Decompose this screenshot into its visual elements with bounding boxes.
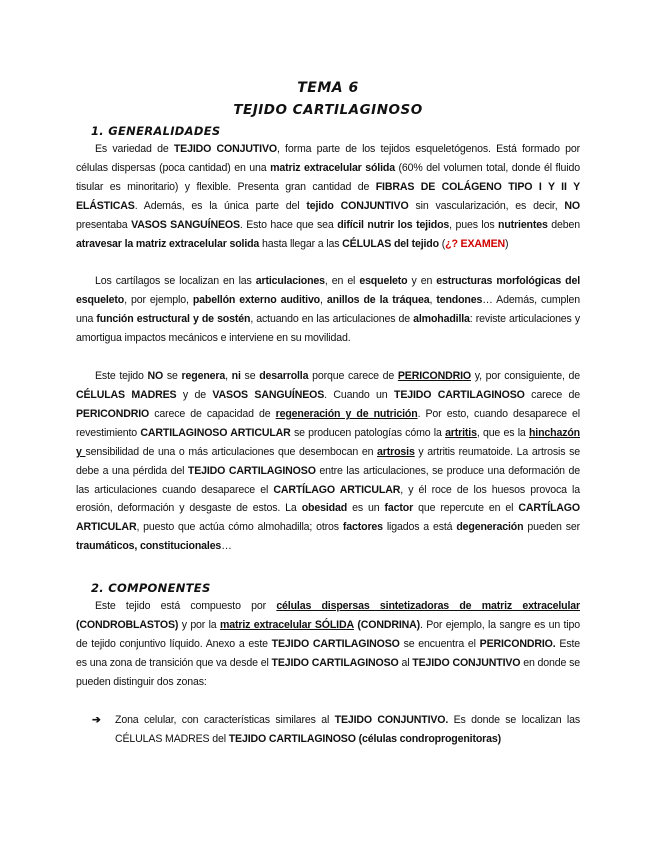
emphasized-text: TEJIDO CONJUNTIVO [412,656,521,669]
emphasized-text: tejido CONJUNTIVO [306,199,409,212]
text-run: y de [176,388,213,401]
emphasized-text: TEJIDO CARTILAGINOSO [394,388,525,401]
text-run: y artritis reumatoide. La artrosis se debe a una pérdida del [76,445,580,477]
emphasized-text: estructuras morfológicas del esqueleto [76,275,580,307]
emphasized-text: TEJIDO CARTILAGINOSO [187,464,316,477]
emphasized-text: difícil nutrir los tejidos [337,218,450,231]
emphasized-text: ni [231,370,241,383]
text-run: . Por esto, cuando desaparece el revestimiento [76,407,580,439]
emphasized-text: traumáticos, constitucionales [76,540,222,553]
emphasized-text: nutrientes [498,218,548,231]
emphasized-text: NO [564,199,580,212]
emphasized-text: factor [384,502,414,515]
text-run: . Además, es la única parte del [134,199,307,212]
text-run: entre las articulaciones, se produce una deformación de las articulaciones cuando desaparece el [76,464,581,496]
text-run: , [320,294,327,307]
emphasized-text: CÉLULAS del tejido [342,237,439,250]
emphasized-text: TEJIDO CONJUNTIVO. [334,713,449,726]
paragraph [76,367,580,556]
emphasized-text: VASOS SANGUÍNEOS [131,218,240,231]
emphasized-text: FIBRAS DE COLÁGENO TIPO I Y II Y ELÁSTICAS [76,180,580,212]
emphasized-text: articulaciones [255,275,325,288]
emphasized-text: artritis [445,426,477,439]
text-run: (60% del volumen total, donde él fluido tisular es minoritario) y flexible. Presenta gran cantidad de [76,161,580,193]
emphasized-text: PERICONDRIO [76,407,150,420]
emphasized-text: (células condroprogenitoras) [358,732,501,745]
text-run: Los cartílagos se localizan en las [95,275,256,288]
text-run: Este tejido está compuesto por [95,600,277,613]
section-heading: 2. COMPONENTES [91,581,211,596]
text-run: , y él roce de los huesos provoca la erosión, deformación y desgaste de estos. La [76,483,580,515]
text-run: al [398,656,413,669]
text-run: . Por ejemplo, la sangre es un tipo de tejido conjuntivo líquido. Anexo a este [76,619,580,650]
emphasized-text: almohadilla [413,313,470,326]
emphasized-text: matriz extracelular sólida [270,161,395,174]
text-run: Este tejido [95,370,148,383]
emphasized-text: NO [147,370,164,383]
emphasized-text: degeneración [456,521,524,534]
text-run: Este es una zona de transición que va desde el [76,637,580,669]
text-run: y, por consiguiente, de [470,370,580,383]
emphasized-text: TEJIDO CARTILAGINOSO [271,656,399,669]
section-componentes [76,581,580,748]
emphasized-text: desarrolla [259,370,309,383]
emphasized-text: CÉLULAS MADRES [76,388,177,401]
text-run: ) [504,237,509,250]
emphasized-text: TEJIDO CONJUTIVO [173,143,277,155]
emphasized-text: TEJIDO CARTILAGINOSO [228,732,356,745]
document-title: TEMA 6 [297,80,359,96]
text-run: se encuentra el [399,637,480,650]
section-heading: 1. GENERALIDADES [91,124,221,138]
emphasized-text: PERICONDRIO. [479,637,556,650]
text-run: : reviste articulaciones y amortigua impactos mecánicos e interviene en su movilidad. [76,313,580,345]
emphasized-text: (CONDROBLASTOS) [76,619,179,632]
document-page [76,76,580,748]
text-run: , [429,294,437,307]
text-run: porque carece de [308,370,398,383]
text-run: … Además, cumplen una [76,294,580,326]
emphasized-text: función estructural y de sostén [96,313,251,326]
right-arrow-icon: ➔ [92,713,101,726]
text-run: . Cuando un [324,388,394,401]
emphasized-text: (CONDRINA) [357,619,421,632]
emphasized-text: hinchazón y [76,426,580,458]
text-run: en donde se pueden distinguir dos zonas: [76,656,580,688]
text-run: que repercute en el [413,502,519,515]
emphasized-text: regenera [181,370,226,383]
emphasized-text: anillos de la tráquea [326,294,430,307]
text-run: carece de capacidad de [149,407,276,420]
emphasized-text: atravesar la matriz extracelular solida [76,237,260,250]
emphasized-text: matriz extracelular SÓLIDA [219,619,354,632]
emphasized-text: PERICONDRIO [397,370,471,383]
emphasized-text: factores [342,521,383,534]
emphasized-text: células dispersas sintetizadoras de matriz extracelular [276,600,581,613]
text-run: , forma parte de los tejidos esqueletógenos. Está formado por células dispersas (poca cantidad) en una [76,143,580,174]
emphasized-text: TEJIDO CARTILAGINOSO [271,637,400,650]
emphasized-text: ¿? EXAMEN [445,237,505,250]
text-run: , en el [324,275,360,288]
emphasized-text: pabellón externo auditivo [192,294,321,307]
emphasized-text: regeneración y de nutrición [275,407,418,420]
text-run: se producen patologías cómo la [290,426,446,439]
text-run: y por la [178,619,220,632]
section-generalidades [76,124,580,575]
emphasized-text: CARTILAGINOSO ARTICULAR [140,426,291,439]
text-run: carece de [524,388,581,401]
bullet-item [92,711,580,749]
text-run: deben [547,218,580,231]
text-run: Zona celular, con características similares al [115,713,335,726]
text-run: es un [347,502,385,515]
text-run: se [240,370,260,383]
text-run: se [163,370,182,383]
emphasized-text: esqueleto [359,275,408,288]
text-run: , [225,370,232,383]
emphasized-text: obesidad [301,502,348,515]
emphasized-text: CARTÍLAGO ARTICULAR [273,483,401,496]
text-run: , que es la [476,426,529,439]
emphasized-text: VASOS SANGUÍNEOS [212,388,325,401]
text-run: sin vascularización, es decir, [408,199,565,212]
emphasized-text: CARTÍLAGO ARTICULAR [76,502,580,534]
text-run: , puesto que actúa cómo almohadilla; otros [136,521,343,534]
text-run: ligados a está [382,521,457,534]
text-run: Es variedad de [95,143,174,155]
text-run: , por ejemplo, [124,294,193,307]
text-run: hasta llegar a las [259,237,343,250]
paragraph [76,140,580,253]
text-run: … [221,540,232,553]
emphasized-text: tendones [436,294,483,307]
text-run: . Esto hace que sea [239,218,338,231]
text-run: y en [407,275,437,288]
text-run: sensibilidad de una o más articulaciones que desembocan en [85,445,378,458]
text-run: , actuando en las articulaciones de [250,313,414,326]
text-run: Es donde se localizan las CÉLULAS MADRES del [115,713,581,745]
emphasized-text: artrosis [377,445,415,458]
document-subtitle: TEJIDO CARTILAGINOSO [233,102,423,118]
text-run: pueden ser [523,521,580,534]
paragraph [76,272,580,348]
paragraph [76,597,580,692]
text-run: ( [438,237,446,250]
bullet-text [115,714,580,745]
text-run: presentaba [76,218,132,231]
text-run: , pues los [449,218,499,231]
